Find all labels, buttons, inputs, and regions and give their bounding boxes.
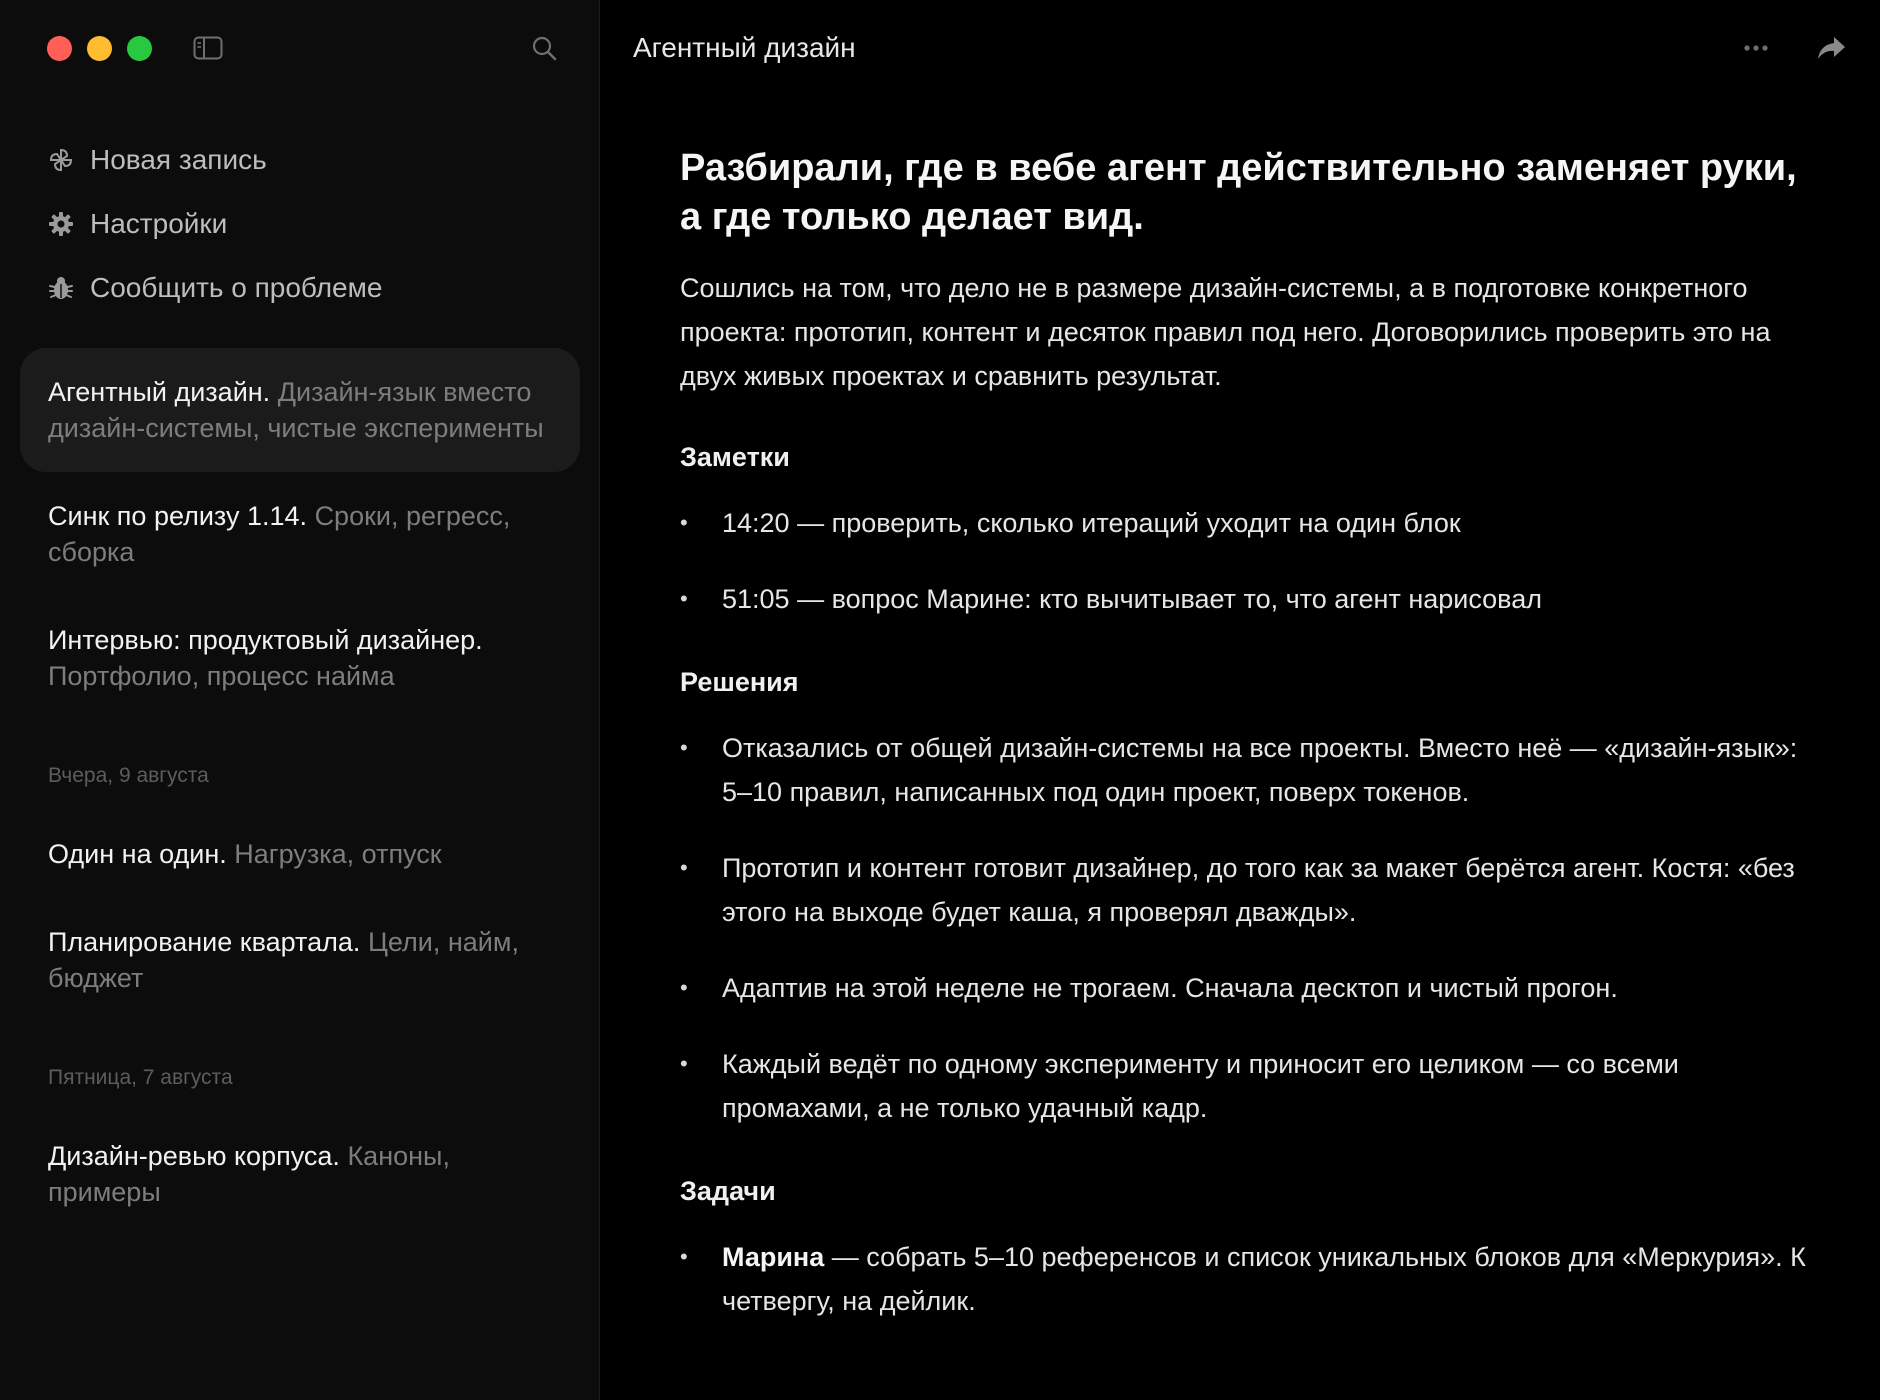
pinwheel-icon	[48, 147, 74, 173]
note-snippet: Сроки, регресс, сборка	[48, 501, 511, 567]
maximize-window-button[interactable]	[127, 36, 152, 61]
list-item: • 14:20 — проверить, сколько итераций уходит на один блок	[680, 501, 1810, 545]
sidebar	[0, 0, 600, 1400]
list-item: • Адаптив на этой неделе не трогаем. Сначала десктоп и чистый прогон.	[680, 966, 1810, 1010]
note-title: Дизайн-ревью корпуса.	[48, 1141, 340, 1171]
bug-icon	[48, 275, 74, 301]
share-arrow-icon[interactable]	[1815, 32, 1847, 64]
note-item-design-review[interactable]	[20, 1112, 580, 1236]
settings-label: Настройки	[90, 208, 228, 239]
list-item: • Отказались от общей дизайн-системы на все проекты. Вместо неё — «дизайн-язык»: 5–10 правил, написанных под один проект, поверх токенов.	[680, 726, 1810, 814]
list-item	[680, 1235, 1810, 1323]
section-heading-notes: Заметки	[680, 442, 790, 472]
sidebar-actions	[48, 128, 382, 320]
task-assignee: Марина	[722, 1242, 825, 1272]
list-item: • Прототип и контент готовит дизайнер, до того как за макет берётся агент. Костя: «без этого на выходе будет каша, я проверял дважды».	[680, 846, 1810, 934]
note-item-agentic-design[interactable]	[20, 348, 580, 472]
note-item-quarter-planning[interactable]	[20, 898, 580, 1022]
task-text: — собрать 5–10 референсов и список уникальных блоков для «Меркурия». К четвергу, на дейлик.	[722, 1242, 1806, 1316]
note-title: Агентный дизайн.	[48, 377, 271, 407]
note-editor	[600, 0, 1880, 1400]
list-item: • Каждый ведёт по одному эксперименту и приносит его целиком — со всеми промахами, а не только удачный кадр.	[680, 1042, 1810, 1130]
date-group-label: Пятница, 7 августа	[48, 1066, 233, 1089]
close-window-button[interactable]	[47, 36, 72, 61]
note-snippet: Каноны, примеры	[48, 1141, 450, 1207]
report-problem-button[interactable]	[48, 256, 382, 320]
notes-list	[20, 348, 580, 1236]
sidebar-toggle-icon[interactable]	[193, 36, 223, 60]
note-item-interview[interactable]	[20, 596, 580, 720]
tasks-bullet-list	[680, 1235, 1810, 1323]
note-title: Синк по релизу 1.14.	[48, 501, 308, 531]
new-note-button[interactable]	[48, 128, 382, 192]
search-icon[interactable]	[530, 34, 558, 62]
note-headline: Разбирали, где в вебе агент действительно заменяет руки, а где только делает вид.	[680, 147, 1797, 238]
more-options-icon[interactable]	[1742, 38, 1770, 58]
note-snippet: Дизайн-язык вместо дизайн-системы, чистые эксперименты	[48, 377, 544, 443]
note-summary: Сошлись на том, что дело не в размере дизайн-системы, а в подготовке конкретного проекта: прототип, контент и десяток правил под него. Договорились проверить это на двух живых проектах и сравнить результат.	[680, 273, 1771, 391]
note-item-one-on-one[interactable]	[20, 810, 580, 898]
notes-bullet-list	[680, 501, 1810, 621]
gear-icon	[48, 211, 74, 237]
list-item: • 51:05 — вопрос Марине: кто вычитывает то, что агент нарисовал	[680, 577, 1810, 621]
document-title: Агентный дизайн	[633, 32, 856, 63]
report-problem-label: Сообщить о проблеме	[90, 272, 383, 303]
date-group-label: Вчера, 9 августа	[48, 764, 209, 787]
note-title: Планирование квартала.	[48, 927, 361, 957]
decisions-bullet-list	[680, 726, 1810, 1130]
note-snippet: Нагрузка, отпуск	[234, 839, 442, 869]
note-item-release-sync[interactable]	[20, 472, 580, 596]
note-content[interactable]	[680, 144, 1810, 1323]
settings-button[interactable]	[48, 192, 382, 256]
note-snippet: Портфолио, процесс найма	[48, 661, 395, 691]
note-title: Один на один.	[48, 839, 227, 869]
section-heading-tasks: Задачи	[680, 1176, 776, 1206]
new-note-label: Новая запись	[90, 144, 267, 175]
section-heading-decisions: Решения	[680, 667, 799, 697]
note-title: Интервью: продуктовый дизайнер.	[48, 625, 483, 655]
window-controls	[47, 36, 152, 61]
minimize-window-button[interactable]	[87, 36, 112, 61]
note-snippet: Цели, найм, бюджет	[48, 927, 519, 993]
